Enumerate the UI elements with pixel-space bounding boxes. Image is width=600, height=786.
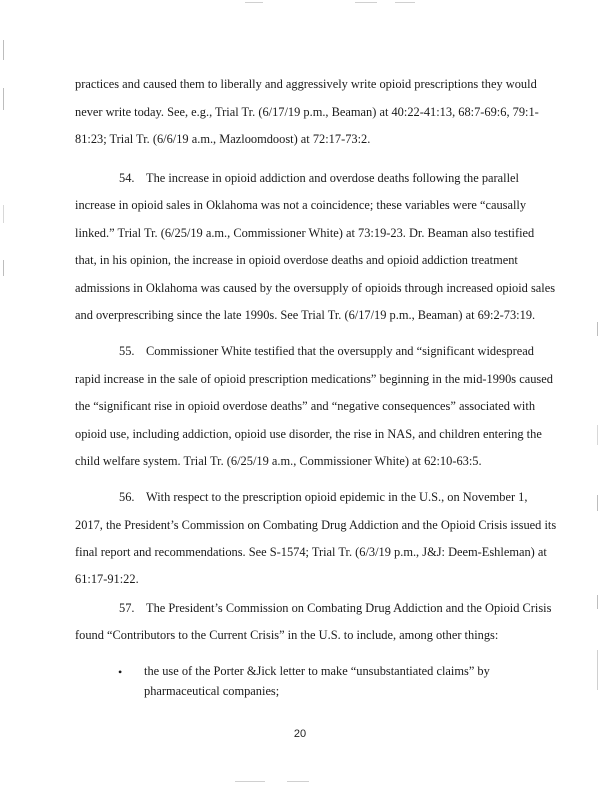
scan-edge-mark [597, 322, 598, 336]
paragraph-line: and overprescribing since the late 1990s. See Trial Tr. (6/17/19 p.m., Beaman) at 69:2-73:19. [75, 308, 536, 322]
paragraph-line: found “Contributors to the Current Crisis” in the U.S. to include, among other things: [75, 628, 499, 642]
scan-edge-mark [597, 595, 598, 609]
bullet-icon: • [118, 665, 123, 679]
paragraph-first-line: The increase in opioid addiction and overdose deaths following the parallel [146, 171, 519, 185]
paragraph-number: 57. [119, 601, 135, 615]
scan-edge-mark [395, 2, 415, 3]
paragraph-line: linked.” Trial Tr. (6/25/19 a.m., Commissioner White) at 73:19-23. Dr. Beaman also testified [75, 226, 535, 240]
paragraph-line: child welfare system. Trial Tr. (6/25/19 a.m., Commissioner White) at 62:10-63:5. [75, 454, 482, 468]
scan-edge-mark [3, 205, 4, 223]
paragraph-first-line: With respect to the prescription opioid epidemic in the U.S., on November 1, [146, 490, 528, 504]
scan-edge-mark [597, 495, 598, 511]
scan-edge-mark [3, 40, 4, 60]
paragraph-line: 2017, the President’s Commission on Combating Drug Addiction and the Opioid Crisis issued its [75, 518, 557, 532]
scan-edge-mark [245, 2, 263, 3]
paragraph-line: final report and recommendations. See S-1574; Trial Tr. (6/3/19 p.m., J&J: Deem-Eshleman) at [75, 545, 547, 559]
paragraph-number: 55. [119, 344, 135, 358]
paragraph-number: 56. [119, 490, 135, 504]
bullet-line: pharmaceutical companies; [144, 684, 280, 698]
scan-edge-mark [3, 88, 4, 110]
paragraph-number: 54. [119, 171, 135, 185]
paragraph-line: the “significant rise in opioid overdose deaths” and “negative consequences” associated with [75, 399, 536, 413]
paragraph-line: increase in opioid sales in Oklahoma was not a coincidence; these variables were “causally [75, 198, 527, 212]
bullet-line: the use of the Porter &Jick letter to make “unsubstantiated claims” by [144, 664, 490, 678]
paragraph-line: opioid use, including addiction, opioid use disorder, the rise in NAS, and children entering the [75, 427, 542, 441]
scan-edge-mark [597, 650, 598, 690]
paragraph-line: 61:17-91:22. [75, 572, 139, 586]
paragraph-first-line: Commissioner White testified that the oversupply and “significant widespread [146, 344, 534, 358]
continuation-line: never write today. See, e.g., Trial Tr. (6/17/19 p.m., Beaman) at 40:22-41:13, 68:7-69:6, 79:1- [75, 105, 539, 119]
page-number: 20 [293, 728, 307, 740]
scan-edge-mark [235, 781, 265, 782]
paragraph-line: admissions in Oklahoma was caused by the oversupply of opioids through increased opioid sales [75, 281, 556, 295]
paragraph-line: that, in his opinion, the increase in opioid overdose deaths and opioid addiction treatment [75, 253, 518, 267]
paragraph-first-line: The President’s Commission on Combating Drug Addiction and the Opioid Crisis [146, 601, 552, 615]
scan-edge-mark [597, 425, 598, 445]
scan-edge-mark [287, 781, 309, 782]
scan-edge-mark [355, 2, 377, 3]
scan-edge-mark [3, 260, 4, 276]
paragraph-line: rapid increase in the sale of opioid prescription medications” beginning in the mid-1990s caused [75, 372, 553, 386]
continuation-line: 81:23; Trial Tr. (6/6/19 a.m., Mazloomdoost) at 72:17-73:2. [75, 132, 371, 146]
continuation-line: practices and caused them to liberally and aggressively write opioid prescriptions they would [75, 77, 537, 91]
